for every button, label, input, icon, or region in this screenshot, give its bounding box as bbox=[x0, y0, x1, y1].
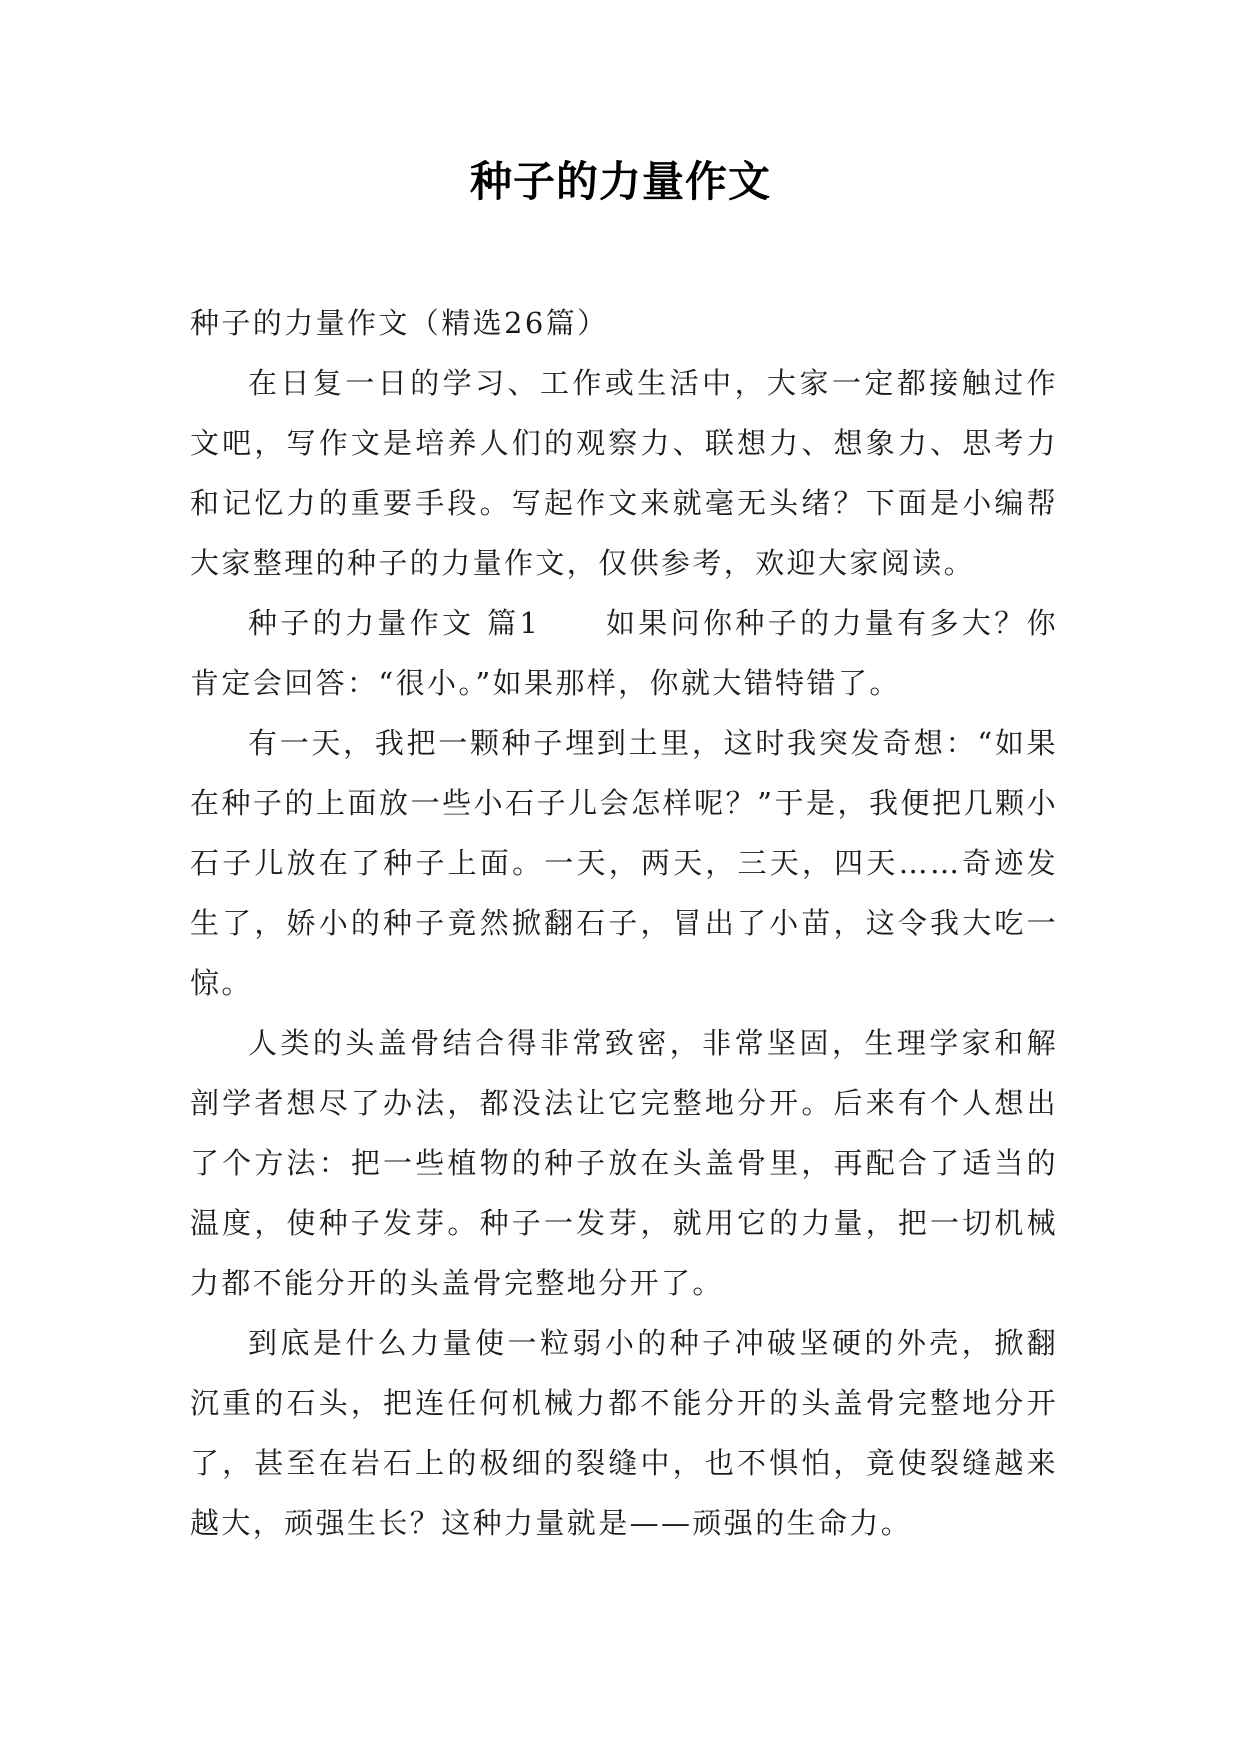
document-body bbox=[190, 293, 1058, 1553]
paragraph-1: 种子的力量作文 篇1 如果问你种子的力量有多大？你肯定会回答：“很小。”如果那样，你就大错特错了。 bbox=[190, 606, 1058, 700]
paragraph-intro: 在日复一日的学习、工作或生活中，大家一定都接触过作文吧，写作文是培养人们的观察力、联想力、想象力、思考力和记忆力的重要手段。写起作文来就毫无头绪？下面是小编帮大家整理的种子的力量作文，仅供参考，欢迎大家阅读。 bbox=[190, 366, 1058, 580]
paragraph-3: 人类的头盖骨结合得非常致密，非常坚固，生理学家和解剖学者想尽了办法，都没法让它完整地分开。后来有个人想出了个方法：把一些植物的种子放在头盖骨里，再配合了适当的温度，使种子发芽。种子一发芽，就用它的力量，把一切机械力都不能分开的头盖骨完整地分开了。 bbox=[190, 1026, 1058, 1300]
document-title: 种子的力量作文 bbox=[469, 157, 771, 206]
document-subtitle: 种子的力量作文（精选26篇） bbox=[190, 306, 609, 340]
paragraph-2: 有一天，我把一颗种子埋到土里，这时我突发奇想：“如果在种子的上面放一些小石子儿会怎样呢？”于是，我便把几颗小石子儿放在了种子上面。一天，两天，三天，四天……奇迹发生了，娇小的种子竟然掀翻石子，冒出了小苗，这令我大吃一惊。 bbox=[190, 726, 1058, 1000]
paragraph-4: 到底是什么力量使一粒弱小的种子冲破坚硬的外壳，掀翻沉重的石头，把连任何机械力都不能分开的头盖骨完整地分开了，甚至在岩石上的极细的裂缝中，也不惧怕，竟使裂缝越来越大，顽强生长？这种力量就是——顽强的生命力。 bbox=[190, 1326, 1058, 1540]
